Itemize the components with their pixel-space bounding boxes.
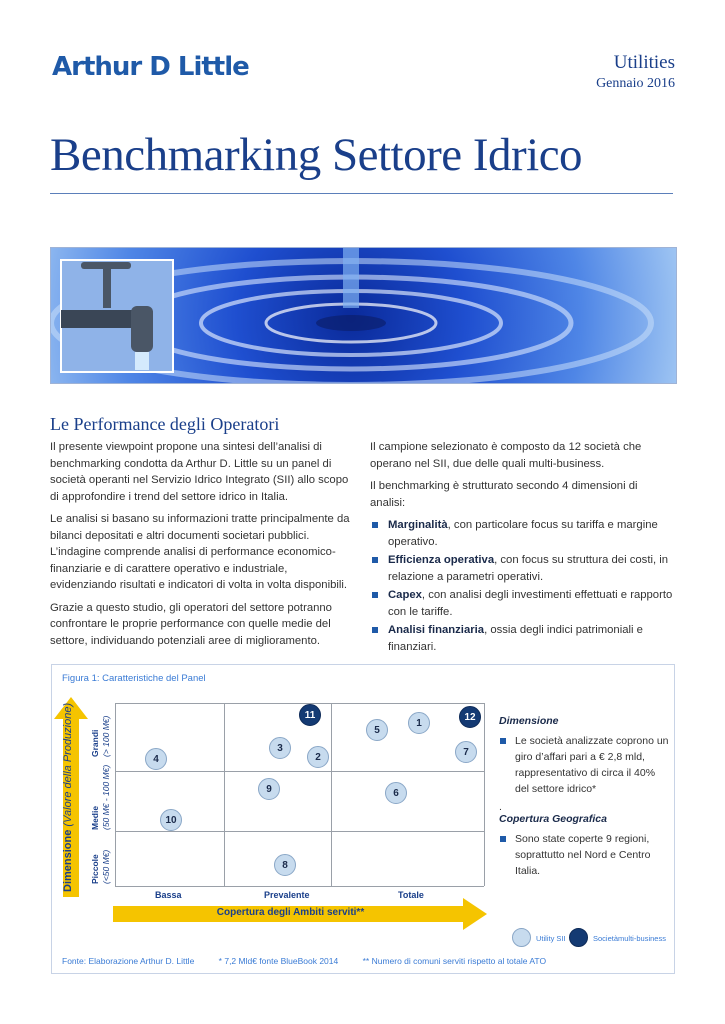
chart-point: 10 <box>160 809 182 831</box>
intro-column <box>50 439 350 655</box>
dimensions-intro: Il benchmarking è strutturato secondo 4 dimensioni di analisi: <box>370 480 638 509</box>
chart-point: 8 <box>274 854 296 876</box>
chart-point: 1 <box>408 712 430 734</box>
chart-point: 4 <box>145 748 167 770</box>
hero-image <box>50 247 677 384</box>
list-item: Le società analizzate coprono un giro d’affari pari a € 2,8 mld, rappresentativo di circa il 40% del settore idrico* <box>499 733 669 797</box>
x-axis-title: Copertura degli Ambiti serviti** <box>216 907 365 918</box>
y-level-piccole: Piccole <box>90 854 100 884</box>
list-item: Sono state coperte 9 regioni, soprattutto nel Nord e Centro Italia. <box>499 831 669 879</box>
intro-paragraph: Il presente viewpoint propone una sintesi dell’analisi di benchmarking condotta da Arthur D. Little su un panel di società operanti nel Servizio Idrico Integrato (SII) allo scopo di approfondire i trend del settore idrico in Italia. <box>50 441 349 503</box>
figure-caption: Figura 1: Caratteristiche del Panel <box>62 673 206 684</box>
y-level-medie: Medie <box>90 805 100 830</box>
source-note: * 7,2 Mld€ fonte BlueBook 2014 <box>218 956 339 966</box>
y-level-piccole-range: (<50 M€) <box>101 849 111 884</box>
section-heading: Le Performance degli Operatori <box>50 414 280 434</box>
note-separator: . <box>499 801 502 813</box>
grid-line <box>224 703 225 886</box>
grid-line <box>115 886 484 887</box>
company-logo: Arthur D Little <box>52 52 249 82</box>
publication-date: Gennaio 2016 <box>596 76 675 91</box>
bullet-square-icon <box>500 836 506 842</box>
dimensions-list <box>370 517 675 655</box>
list-item: Efficienza operativa, con focus su struttura dei costi, in relazione a parametri operativi. <box>370 552 675 585</box>
chart-point: 11 <box>299 704 321 726</box>
legend-utility-label: Utility SII <box>536 934 566 943</box>
legend-utility-swatch <box>512 928 531 947</box>
y-level-medie-range: (50 M€ - 100 M€) <box>101 764 111 830</box>
method-column <box>370 439 675 657</box>
water-ripple-illustration <box>51 248 676 383</box>
y-level-grandi: Grandi <box>90 729 100 757</box>
figure-notes <box>499 713 669 879</box>
chart-point: 12 <box>459 706 481 728</box>
sample-paragraph: Il campione selezionato è composto da 12 società che operano nel SII, due delle quali multi-business. <box>370 441 642 470</box>
sector-label: Utilities <box>613 52 675 73</box>
y-axis-title: Dimensione (Valore della Produzione) <box>62 702 74 892</box>
chart-point: 6 <box>385 782 407 804</box>
title-divider <box>50 193 673 194</box>
x-tick-label: Totale <box>398 890 424 900</box>
chart-point: 2 <box>307 746 329 768</box>
chart-point: 3 <box>269 737 291 759</box>
bullet-square-icon <box>372 627 378 633</box>
x-tick-label: Bassa <box>155 890 182 900</box>
bullet-square-icon <box>500 738 506 744</box>
x-tick-label: Prevalente <box>264 890 310 900</box>
page-title: Benchmarking Settore Idrico <box>50 129 583 181</box>
note-heading: Dimensione <box>499 715 559 727</box>
chart-point: 5 <box>366 719 388 741</box>
grid-line <box>484 703 485 886</box>
note-heading: Copertura Geografica <box>499 813 607 825</box>
y-level-grandi-range: (> 100 M€) <box>101 715 111 757</box>
grid-line <box>331 703 332 886</box>
figure-source <box>62 956 568 966</box>
chart-point: 9 <box>258 778 280 800</box>
list-item: Capex, con analisi degli investimenti effettuati e rapporto con le tariffe. <box>370 587 675 620</box>
source-note: Fonte: Elaborazione Arthur D. Little <box>62 956 195 966</box>
intro-paragraph: Grazie a questo studio, gli operatori del settore potranno confrontare le proprie performance con quelle medie del settore, individuando potenziali aree di miglioramento. <box>50 601 332 647</box>
grid-line <box>115 703 116 886</box>
grid-line <box>115 831 484 832</box>
grid-line <box>115 771 484 772</box>
intro-paragraph: Le analisi si basano su informazioni tratte principalmente da bilanci depositati e altri documenti societari pubblici. L’indagine comprende analisi di performance economico-finanziarie e di carattere operativo e industriale, evidenziando risultati e indicatori di volta in volta disponibili. <box>50 513 350 591</box>
bullet-square-icon <box>372 557 378 563</box>
bullet-square-icon <box>372 522 378 528</box>
source-note: ** Numero di comuni serviti rispetto al totale ATO <box>362 956 547 966</box>
list-item: Marginalità, con particolare focus su tariffa e margine operativo. <box>370 517 675 550</box>
list-item: Analisi finanziaria, ossia degli indici patrimoniali e finanziari. <box>370 622 675 655</box>
chart-point: 7 <box>455 741 477 763</box>
grid-line <box>115 703 484 704</box>
legend-multi-label: Societàmulti-business <box>593 934 666 943</box>
bullet-square-icon <box>372 592 378 598</box>
legend-multi-swatch <box>569 928 588 947</box>
